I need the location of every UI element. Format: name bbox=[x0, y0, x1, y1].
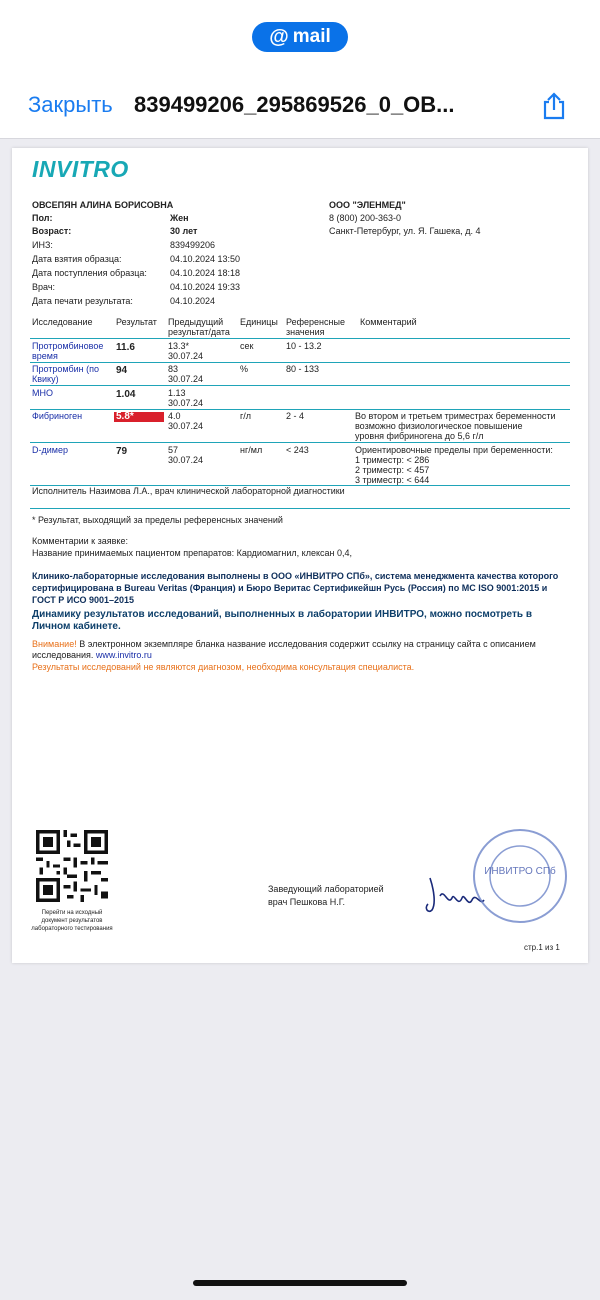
col-ref-1: Референсные bbox=[286, 317, 345, 327]
lab-head-name: врач Пешкова Н.Г. bbox=[268, 897, 345, 907]
col-units: Единицы bbox=[240, 317, 278, 327]
mail-badge bbox=[252, 22, 348, 52]
close-button[interactable]: Закрыть bbox=[28, 92, 113, 117]
cert-line-1: Клинико-лабораторные исследования выполнены в ООО «ИНВИТРО СПб», система менеджмента качества которого bbox=[32, 571, 559, 581]
org-name: ООО "ЭЛЕНМЕД" bbox=[329, 200, 406, 210]
row-5-prev-date: 30.07.24 bbox=[168, 455, 204, 465]
col-study: Исследование bbox=[32, 317, 93, 327]
row-5-prev: 57 bbox=[168, 445, 179, 455]
row-1-units: сек bbox=[240, 341, 254, 351]
row-5-name[interactable]: D-димер bbox=[32, 445, 68, 455]
taken-label: Дата взятия образца: bbox=[32, 254, 122, 264]
col-ref-2: значения bbox=[286, 327, 325, 337]
age-label: Возраст: bbox=[32, 226, 72, 236]
lab-head-title: Заведующий лабораторией bbox=[268, 884, 384, 894]
row-5-comment-3: 2 триместр: < 457 bbox=[355, 465, 430, 475]
row-1-name[interactable]: Протромбиновое bbox=[32, 341, 104, 351]
row-1-result: 11.6 bbox=[116, 342, 135, 353]
row-4-comment-3: уровня фибриногена до 5,6 г/л bbox=[355, 431, 484, 441]
warning-line-1 bbox=[32, 639, 536, 650]
received-value: 04.10.2024 18:18 bbox=[170, 268, 241, 278]
doctor-label: Врач: bbox=[32, 282, 56, 292]
row-5-comment-4: 3 триместр: < 644 bbox=[355, 475, 430, 485]
lab-report-document bbox=[12, 148, 588, 963]
row-4-ref: 2 - 4 bbox=[286, 411, 305, 421]
cert-line-2: сертифицирована в Bureau Veritas (Франция) и Бюро Веритас Сертификейшн Русь (Россия) по МС ISO 9001:2015 и bbox=[32, 583, 548, 593]
row-1-prev-date: 30.07.24 bbox=[168, 351, 204, 361]
qr-caption-1: Перейти на исходный bbox=[41, 910, 103, 916]
row-4-comment-2: возможно физиологическое повышение bbox=[355, 421, 523, 431]
taken-value: 04.10.2024 13:50 bbox=[170, 254, 241, 264]
row-4-comment-1: Во втором и третьем триместрах беременности bbox=[355, 411, 556, 421]
page-number: стр.1 из 1 bbox=[524, 943, 560, 952]
row-2-result: 94 bbox=[116, 365, 128, 376]
row-5-units: нг/мл bbox=[240, 445, 263, 455]
row-4-result: 5.8* bbox=[116, 411, 134, 422]
qr-caption-2: документ результатов bbox=[41, 918, 103, 924]
home-indicator[interactable] bbox=[193, 1280, 407, 1286]
age-value: 30 лет bbox=[170, 226, 198, 236]
row-1-name-2[interactable]: время bbox=[32, 351, 58, 361]
printed-value: 04.10.2024 bbox=[170, 296, 216, 306]
received-label: Дата поступления образца: bbox=[32, 268, 147, 278]
patient-name: ОВСЕПЯН АЛИНА БОРИСОВНА bbox=[32, 200, 174, 210]
section-divider bbox=[30, 508, 570, 509]
inz-label: ИНЗ: bbox=[32, 240, 53, 250]
file-name: 839499206_295869526_0_OB... bbox=[134, 92, 455, 117]
row-1-ref: 10 - 13.2 bbox=[286, 341, 322, 351]
table-header-divider bbox=[30, 338, 570, 339]
row-5-comment-1: Ориентировочные пределы при беременности: bbox=[355, 445, 553, 455]
col-comment: Комментарий bbox=[360, 317, 417, 327]
row-5-ref: < 243 bbox=[286, 445, 309, 455]
row-5-result: 79 bbox=[116, 446, 128, 457]
at-icon: @ bbox=[269, 25, 289, 48]
row-4-units: г/л bbox=[240, 411, 252, 421]
invitro-logo: INVITRO bbox=[32, 156, 129, 182]
row-divider bbox=[30, 362, 570, 363]
comments-text: Название принимаемых пациентом препаратов: Кардиомагнил, клексан 0,4, bbox=[32, 548, 352, 558]
inz-value: 839499206 bbox=[170, 240, 216, 250]
mail-label: mail bbox=[292, 26, 331, 47]
dynamics-line-2: Личном кабинете. bbox=[32, 621, 121, 632]
qr-caption-3: лабораторного тестирования bbox=[31, 926, 113, 932]
dynamics-line-1: Динамику результатов исследований, выполненных в лаборатории ИНВИТРО, можно посмотреть в bbox=[32, 609, 532, 620]
warning-line-2 bbox=[32, 650, 152, 661]
share-icon[interactable] bbox=[540, 92, 568, 120]
stamp-text: ИНВИТРО СПб bbox=[484, 866, 556, 877]
row-2-ref: 80 - 133 bbox=[286, 364, 320, 374]
printed-label: Дата печати результата: bbox=[32, 296, 133, 306]
row-divider bbox=[30, 442, 570, 443]
cert-line-3: ГОСТ Р ИСО 9001–2015 bbox=[32, 595, 135, 605]
row-4-name[interactable]: Фибриноген bbox=[32, 411, 83, 421]
row-2-prev-date: 30.07.24 bbox=[168, 374, 204, 384]
row-4-prev-date: 30.07.24 bbox=[168, 421, 204, 431]
row-3-prev: 1.13 bbox=[168, 388, 186, 398]
warning-text: В электронном экземпляре бланка название исследования содержит ссылку на страницу сайта с описанием bbox=[76, 639, 536, 649]
row-2-name[interactable]: Протромбин (по bbox=[32, 364, 100, 374]
row-1-prev: 13.3* bbox=[168, 341, 190, 351]
comments-label: Комментарии к заявке: bbox=[32, 536, 128, 546]
warning-line-3: Результаты исследований не являются диагнозом, необходима консультация специалиста. bbox=[32, 662, 415, 672]
warning-label: Внимание! bbox=[32, 639, 77, 649]
org-phone: 8 (800) 200-363-0 bbox=[329, 213, 402, 223]
invitro-link[interactable]: www.invitro.ru bbox=[95, 650, 152, 660]
row-2-units: % bbox=[240, 364, 249, 374]
row-2-prev: 83 bbox=[168, 364, 179, 374]
warning-text-2: исследования. bbox=[32, 650, 96, 660]
col-prev-1: Предыдущий bbox=[168, 317, 224, 327]
row-3-result: 1.04 bbox=[116, 389, 136, 400]
qr-code[interactable] bbox=[36, 830, 108, 902]
org-address: Санкт-Петербург, ул. Я. Гашека, д. 4 bbox=[329, 226, 481, 236]
doctor-value: 04.10.2024 19:33 bbox=[170, 282, 241, 292]
executor: Исполнитель Назимова Л.А., врач клинической лабораторной диагностики bbox=[32, 486, 345, 496]
mail-header bbox=[0, 0, 600, 139]
row-5-comment-2: 1 триместр: < 286 bbox=[355, 455, 430, 465]
row-2-name-2[interactable]: Квику) bbox=[32, 374, 59, 384]
row-4-prev: 4.0 bbox=[168, 411, 181, 421]
row-divider bbox=[30, 385, 570, 386]
row-3-prev-date: 30.07.24 bbox=[168, 398, 204, 408]
sex-value: Жен bbox=[170, 213, 189, 223]
stamp-icon bbox=[470, 826, 570, 926]
row-3-name[interactable]: МНО bbox=[32, 388, 53, 398]
col-prev-2: результат/дата bbox=[168, 327, 230, 337]
out-of-range-note: * Результат, выходящий за пределы референсных значений bbox=[32, 515, 283, 525]
row-divider bbox=[30, 409, 570, 410]
col-result: Результат bbox=[116, 317, 157, 327]
sex-label: Пол: bbox=[32, 213, 53, 223]
